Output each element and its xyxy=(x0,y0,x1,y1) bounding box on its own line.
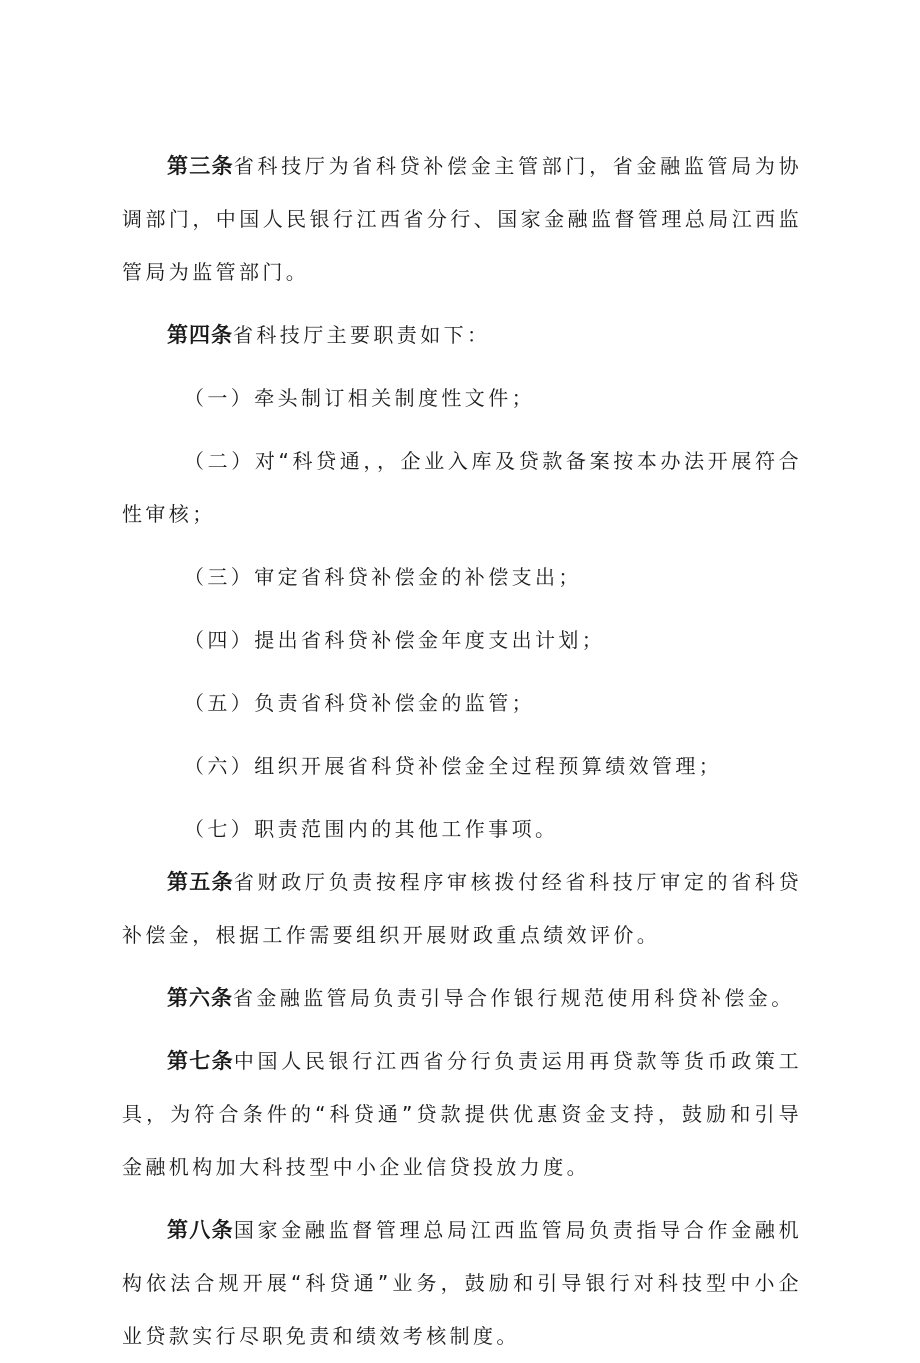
article-label: 第三条 xyxy=(167,154,234,178)
article-label: 第七条 xyxy=(167,1049,234,1073)
article-6 xyxy=(122,972,802,1025)
article-label: 第四条 xyxy=(167,323,233,347)
duty-item-7: （七）职责范围内的其他工作事项。 xyxy=(184,817,559,841)
article-5 xyxy=(122,856,802,962)
article-label: 第五条 xyxy=(167,870,234,894)
duty-item-3: （三）审定省科贷补偿金的补偿支出； xyxy=(184,565,582,589)
duty-item-5: （五）负责省科贷补偿金的监管； xyxy=(184,691,535,715)
article-label: 第八条 xyxy=(167,1218,234,1242)
document-page xyxy=(122,140,802,1363)
article-8 xyxy=(122,1204,802,1363)
duty-item-2: （二）对“科贷通，，企业入库及贷款备案按本办法开展符合性审核； xyxy=(122,449,802,526)
article-text: 省金融监管局负责引导合作银行规范使用科贷补偿金。 xyxy=(233,986,795,1010)
article-text: 省财政厅负责按程序审核拨付经省科技厅审定的省科贷补偿金，根据工作需要组织开展财政重点绩效评价。 xyxy=(122,870,802,947)
duty-item-4: （四）提出省科贷补偿金年度支出计划； xyxy=(184,628,606,652)
article-text: 国家金融监督管理总局江西监管局负责指导合作金融机构依法合规开展“科贷通”业务，鼓励和引导银行对科技型中小企业贷款实行尽职免责和绩效考核制度。 xyxy=(122,1218,802,1348)
article-label: 第六条 xyxy=(167,986,233,1010)
article-text: 中国人民银行江西省分行负责运用再贷款等货币政策工具，为符合条件的“科贷通”贷款提供优惠资金支持，鼓励和引导金融机构加大科技型中小企业信贷投放力度。 xyxy=(122,1049,802,1179)
article-text: 省科技厅主要职责如下： xyxy=(233,323,491,347)
article-3 xyxy=(122,140,802,299)
article-text: 省科技厅为省科贷补偿金主管部门，省金融监管局为协调部门，中国人民银行江西省分行、国家金融监督管理总局江西监管局为监管部门。 xyxy=(122,154,802,284)
duty-item-6: （六）组织开展省科贷补偿金全过程预算绩效管理； xyxy=(184,754,723,778)
duty-item-1: （一）牵头制订相关制度性文件； xyxy=(184,386,535,410)
article-4 xyxy=(122,309,802,362)
article-7 xyxy=(122,1035,802,1194)
